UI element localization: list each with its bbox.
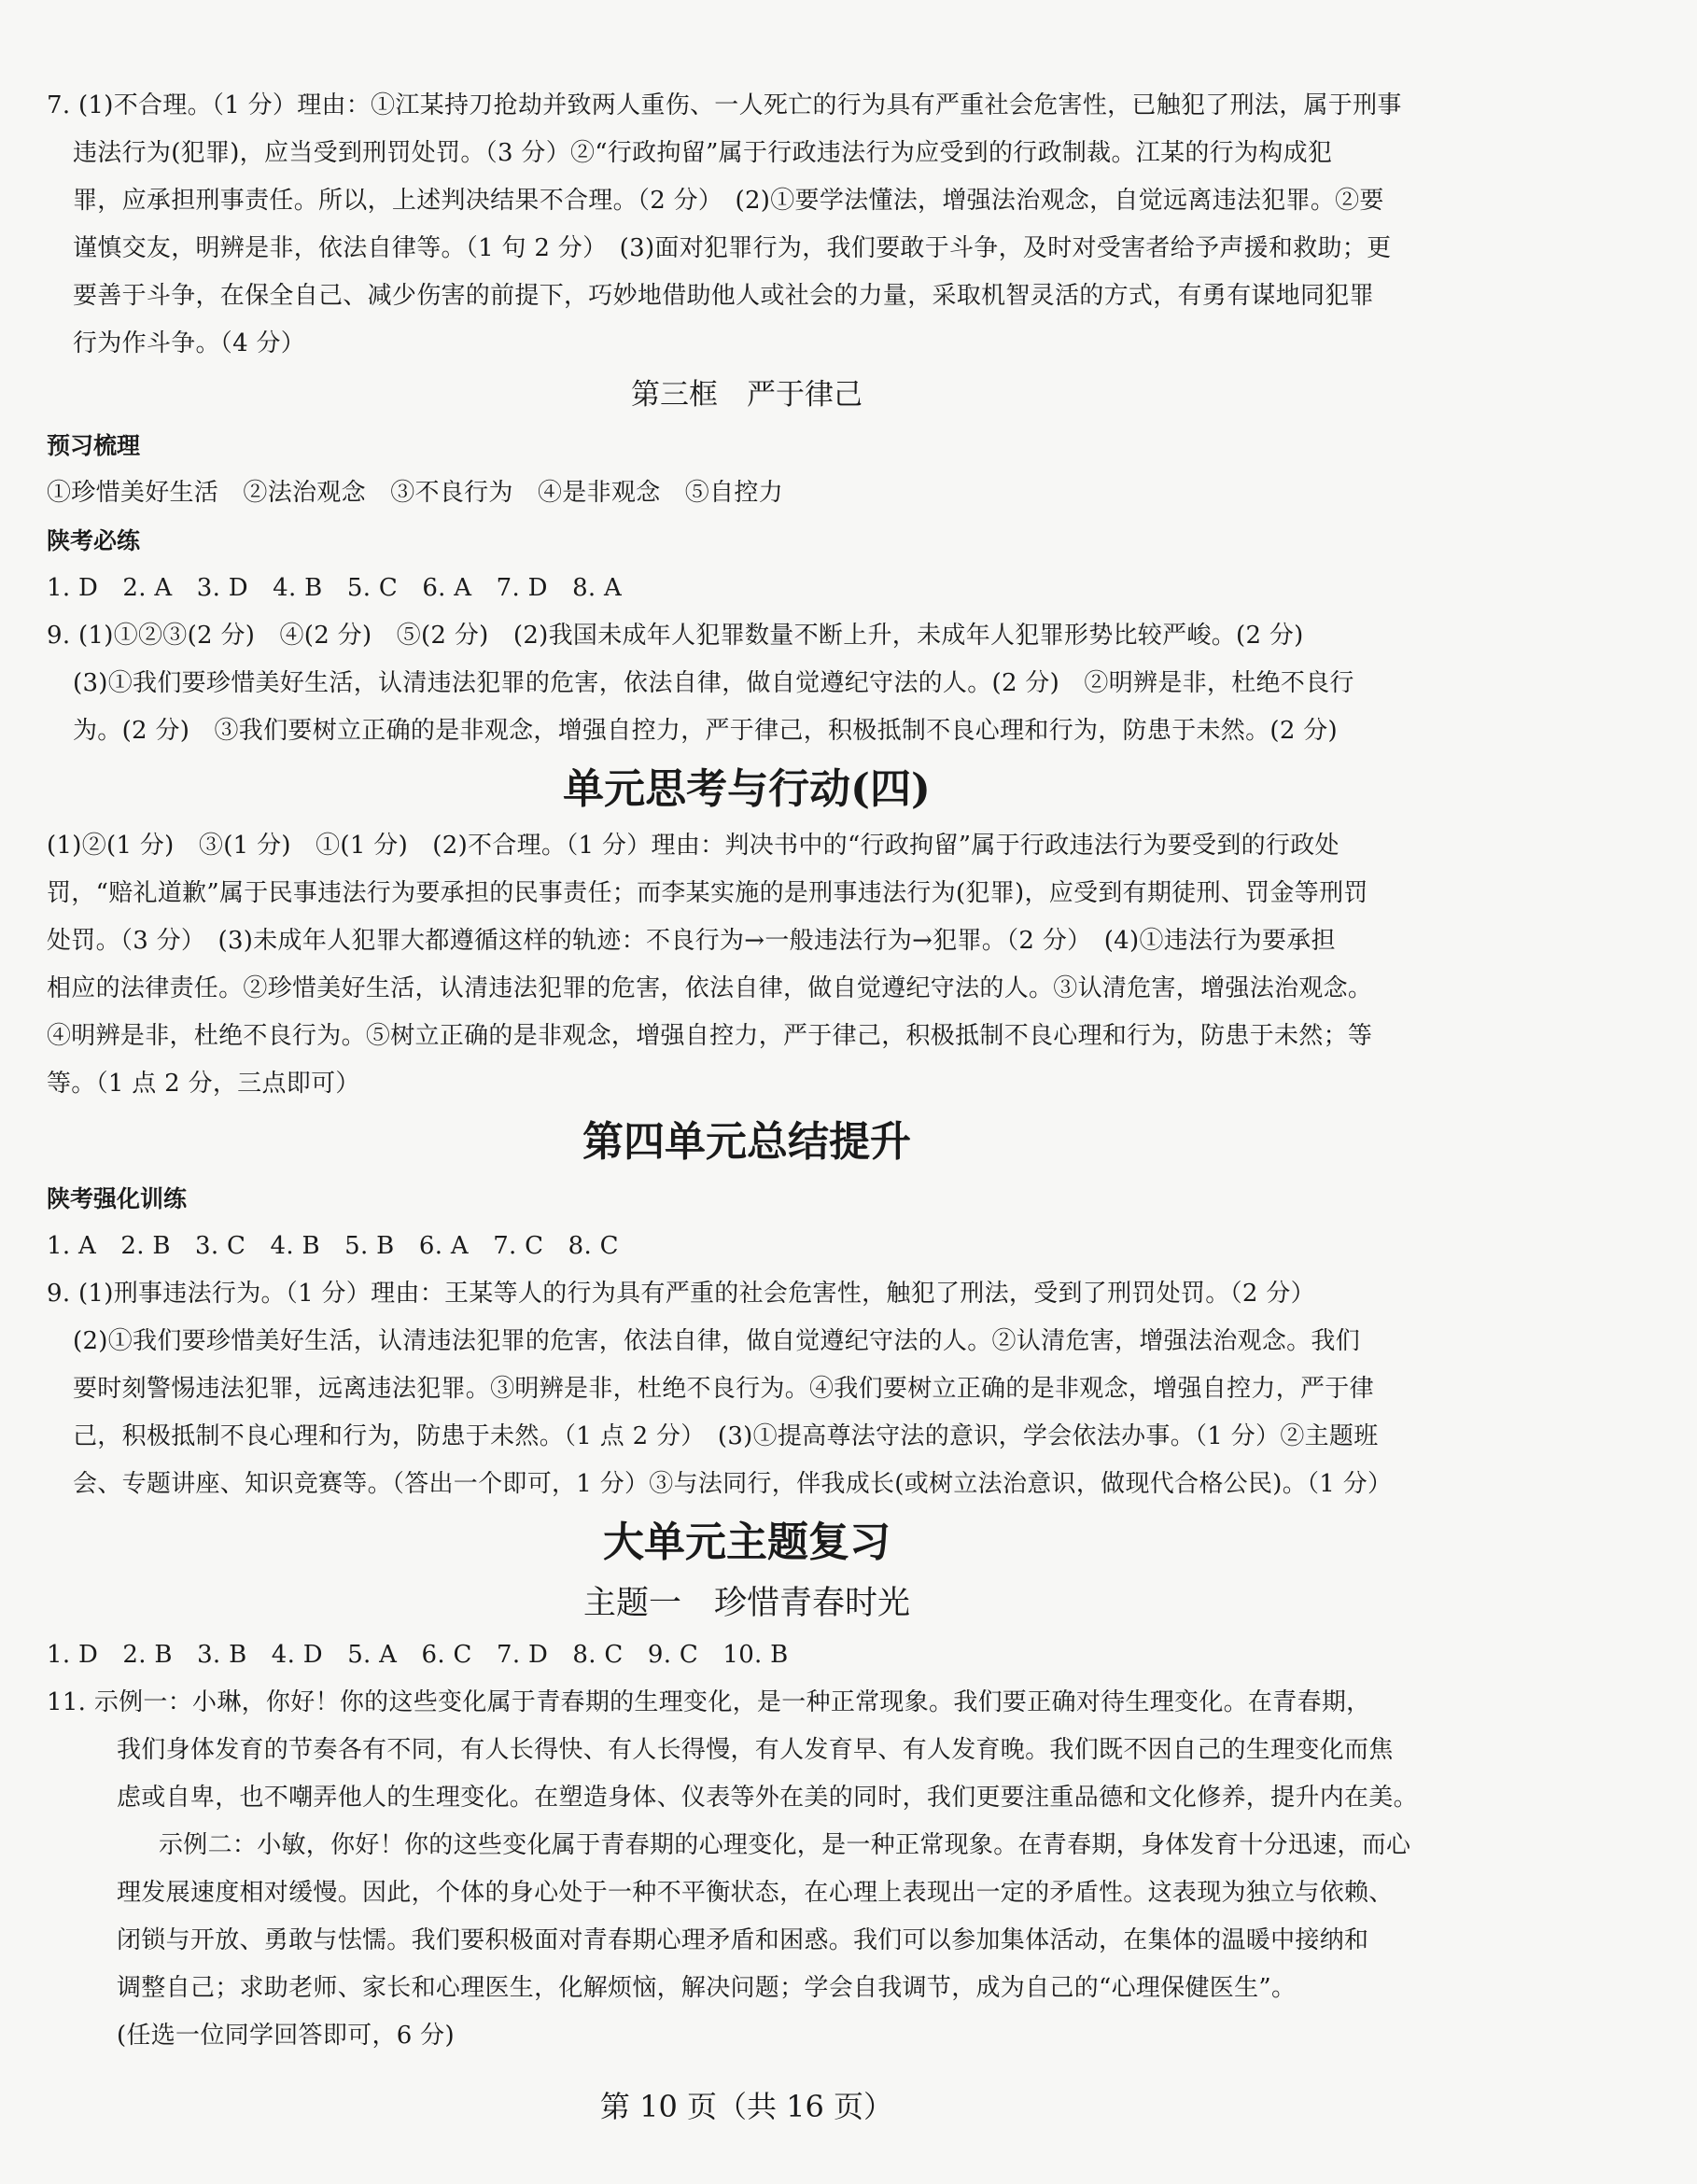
text-line: 罪，应承担刑事责任。所以，上述判决结果不合理。（2 分） (2)①要学法懂法，增强法治观念，自觉远离违法犯罪。②要 xyxy=(73,187,1384,215)
text-line: 9. (1)①②③(2 分) ④(2 分) ⑤(2 分) (2)我国未成年人犯罪数量不断上升，未成年人犯罪形势比较严峻。(2 分) xyxy=(47,622,1304,650)
text-line: 违法行为(犯罪)，应当受到刑罚处罚。（3 分）②“行政拘留”属于行政违法行为应受到的行政制裁。江某的行为构成犯 xyxy=(73,139,1333,167)
text-line: 处罚。（3 分） (3)未成年人犯罪大都遵循这样的轨迹：不良行为→一般违法行为→犯罪。（2 分） (4)①违法行为要承担 xyxy=(47,927,1336,955)
answer-page xyxy=(47,82,1447,2060)
text-line: (1)②(1 分) ③(1 分) ①(1 分) (2)不合理。（1 分）理由：判决书中的“行政拘留”属于行政违法行为要受到的行政处 xyxy=(47,832,1339,860)
text-line: 我们身体发育的节奏各有不同，有人长得快、有人长得慢，有人发育早、有人发育晚。我们既不因自己的生理变化而焦 xyxy=(117,1736,1394,1764)
text-line: 理发展速度相对缓慢。因此，个体的身心处于一种不平衡状态，在心理上表现出一定的矛盾性。这表现为独立与依赖、 xyxy=(117,1879,1394,1907)
text-line: (任选一位同学回答即可，6 分) xyxy=(117,2022,455,2050)
text-line: 谨慎交友，明辨是非，依法自律等。（1 句 2 分） (3)面对犯罪行为，我们要敢于斗争，及时对受害者给予声援和救助；更 xyxy=(73,234,1392,262)
text-line: 7. (1)不合理。（1 分）理由：①江某持刀抢劫并致两人重伤、一人死亡的行为具有严重社会危害性，已触犯了刑法，属于刑事 xyxy=(47,91,1402,119)
text-line: 会、专题讲座、知识竞赛等。（答出一个即可，1 分）③与法同行，伴我成长(或树立法治意识，做现代合格公民)。（1 分） xyxy=(73,1470,1393,1498)
text-line: 闭锁与开放、勇敢与怯懦。我们要积极面对青春期心理矛盾和困惑。我们可以参加集体活动，在集体的温暖中接纳和 xyxy=(117,1926,1369,1954)
text-line: 示例二：小敏，你好！你的这些变化属于青春期的心理变化，是一种正常现象。在青春期，身体发育十分迅速，而心 xyxy=(159,1831,1411,1859)
text-line: 己，积极抵制不良心理和行为，防患于未然。（1 点 2 分） (3)①提高尊法守法的意识，学会依法办事。（1 分）②主题班 xyxy=(73,1422,1379,1450)
unit-title: 单元思考与行动(四) xyxy=(563,765,931,813)
answer-key-line: 1. D 2. B 3. B 4. D 5. A 6. C 7. D 8. C 9. C 10. B xyxy=(47,1641,789,1669)
text-line: 等。（1 点 2 分，三点即可） xyxy=(47,1070,360,1098)
section-label: 陕考强化训练 xyxy=(47,1185,188,1212)
question-7-block xyxy=(47,82,1447,368)
text-line: 11. 示例一：小琳，你好！你的这些变化属于青春期的生理变化，是一种正常现象。我们要正确对待生理变化。在青春期， xyxy=(47,1688,1371,1716)
page-number: 第 10 页（共 16 页） xyxy=(599,2089,894,2124)
section-label: 预习梳理 xyxy=(47,432,141,459)
text-line: (3)①我们要珍惜美好生活，认清违法犯罪的危害，依法自律，做自觉遵纪守法的人。(2 分) ②明辨是非，杜绝不良行 xyxy=(73,669,1354,697)
text-line: 要善于斗争，在保全自己、减少伤害的前提下，巧妙地借助他人或社会的力量，采取机智灵活的方式，有勇有谋地同犯罪 xyxy=(73,282,1374,310)
text-line: ①珍惜美好生活 ②法治观念 ③不良行为 ④是非观念 ⑤自控力 xyxy=(47,479,784,507)
text-line: 罚，“赔礼道歉”属于民事违法行为要承担的民事责任；而李某实施的是刑事违法行为(犯罪)，应受到有期徒刑、罚金等刑罚 xyxy=(47,879,1368,907)
text-line: 为。(2 分) ③我们要树立正确的是非观念，增强自控力，严于律己，积极抵制不良心理和行为，防患于未然。(2 分) xyxy=(73,717,1338,745)
text-line: 相应的法律责任。②珍惜美好生活，认清违法犯罪的危害，依法自律，做自觉遵纪守法的人。③认清危害，增强法治观念。 xyxy=(47,974,1373,1002)
text-line: 行为作斗争。（4 分） xyxy=(73,329,306,357)
text-line: 9. (1)刑事违法行为。（1 分）理由：王某等人的行为具有严重的社会危害性，触犯了刑法，受到了刑罚处罚。（2 分） xyxy=(47,1280,1315,1308)
text-line: 虑或自卑，也不嘲弄他人的生理变化。在塑造身体、仪表等外在美的同时，我们更要注重品德和文化修养，提升内在美。 xyxy=(117,1784,1418,1812)
text-line: 调整自己；求助老师、家长和心理医生，化解烦恼，解决问题；学会自我调节，成为自己的“心理保健医生”。 xyxy=(117,1974,1297,2002)
section-title: 第三框 严于律己 xyxy=(631,378,863,412)
unit-title: 第四单元总结提升 xyxy=(582,1118,911,1166)
text-line: 要时刻警惕违法犯罪，远离违法犯罪。③明辨是非，杜绝不良行为。④我们要树立正确的是非观念，增强自控力，严于律 xyxy=(73,1375,1374,1403)
answer-key-line: 1. D 2. A 3. D 4. B 5. C 6. A 7. D 8. A xyxy=(47,574,623,602)
unit-title: 大单元主题复习 xyxy=(603,1519,891,1566)
text-line: ④明辨是非，杜绝不良行为。⑤树立正确的是非观念，增强自控力，严于律己，积极抵制不良心理和行为，防患于未然；等 xyxy=(47,1022,1373,1050)
theme-title: 主题一 珍惜青春时光 xyxy=(582,1585,910,1622)
answer-key-line: 1. A 2. B 3. C 4. B 5. B 6. A 7. C 8. C xyxy=(47,1232,619,1260)
section-label: 陕考必练 xyxy=(47,527,141,554)
text-line: (2)①我们要珍惜美好生活，认清违法犯罪的危害，依法自律，做自觉遵纪守法的人。②认清危害，增强法治观念。我们 xyxy=(73,1327,1361,1355)
